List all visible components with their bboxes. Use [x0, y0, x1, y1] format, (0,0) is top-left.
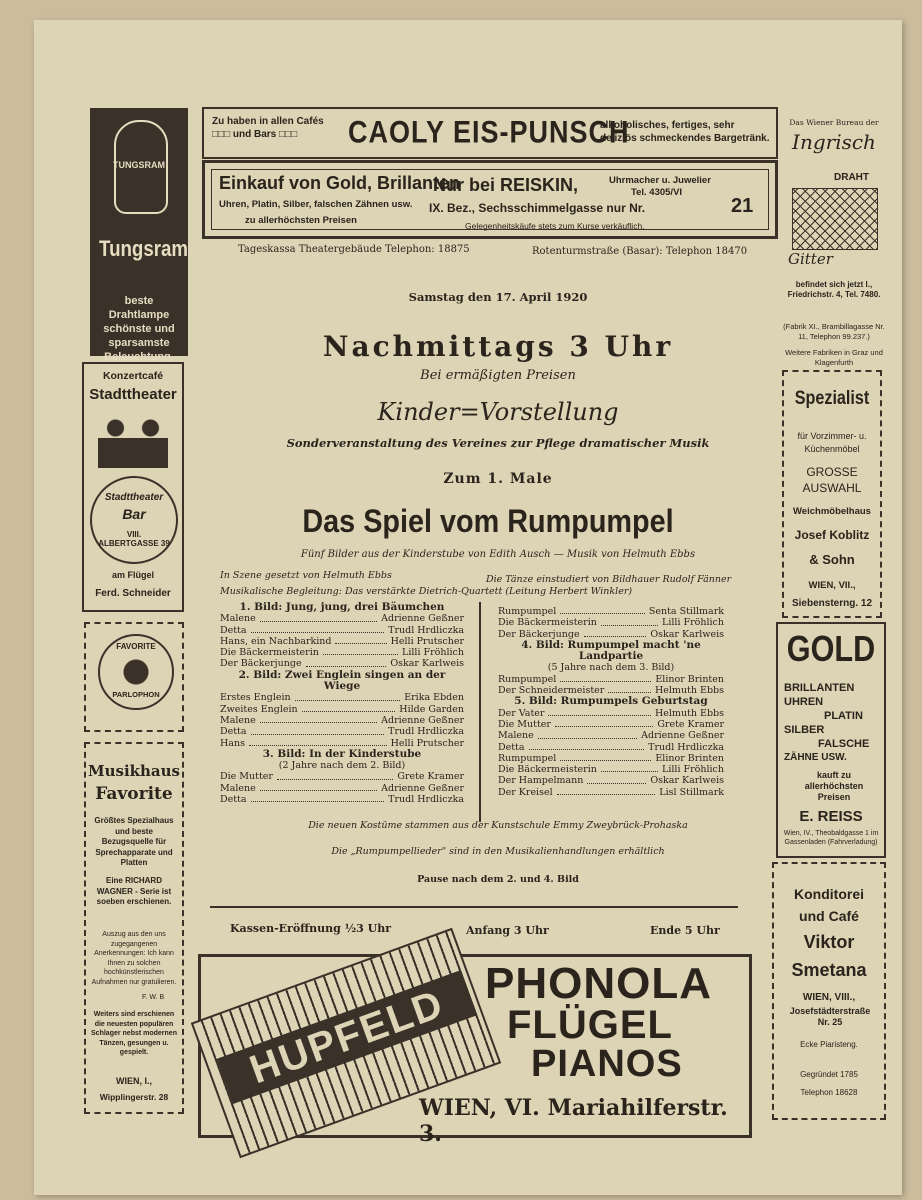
cast-entry	[498, 617, 724, 628]
actor-name: Trudl Hrdliczka	[388, 794, 464, 806]
leader-dots	[295, 692, 401, 700]
leader-dots	[555, 719, 653, 727]
leader-dots	[560, 606, 645, 614]
cafe-name-2: Stadttheater	[89, 386, 177, 403]
stadttheater-cafe-ad	[82, 362, 184, 612]
actor-name: Grete Kramer	[397, 771, 464, 783]
leader-dots	[608, 685, 651, 693]
actor-name: Erika Ebden	[404, 692, 464, 704]
end-time: Ende 5 Uhr	[650, 924, 720, 937]
gold-headline: GOLD	[786, 628, 876, 669]
role-name: Malene	[220, 782, 256, 794]
cast-entry	[220, 625, 464, 636]
cast-entry	[220, 726, 464, 737]
smetana-street: Josefstädterstraße Nr. 25	[789, 1006, 871, 1027]
cast-entry	[498, 708, 724, 719]
actor-name: Helli Prutscher	[390, 737, 464, 749]
actor-name: Adrienne Geßner	[641, 730, 724, 742]
role-name: Rumpumpel	[498, 752, 557, 764]
leader-dots	[260, 613, 377, 621]
actor-name: Trudl Hrdliczka	[648, 741, 724, 753]
cast-entry	[498, 753, 724, 764]
smetana-city: WIEN, VIII.,	[802, 992, 856, 1003]
leader-dots	[557, 787, 656, 795]
leader-dots	[302, 704, 396, 712]
leader-dots	[251, 794, 385, 802]
draht-intro: Das Wiener Bureau der	[789, 118, 879, 127]
smetana-line: Smetana	[791, 960, 867, 980]
actor-name: Oskar Karlweis	[650, 628, 724, 640]
scene-note: (2 Jahre nach dem 2. Bild)	[278, 760, 406, 772]
actor-name: Helmuth Ebbs	[654, 685, 724, 697]
spezialist-name-2: & Sohn	[809, 552, 855, 567]
gold-buy-line: kauft zu allerhöchsten Preisen	[804, 770, 864, 802]
role-name: Der Hampelmann	[498, 775, 584, 787]
role-name: Die Mutter	[220, 771, 273, 783]
punsch-brand: CAOLY EIS-PUNSCH	[348, 115, 630, 150]
gold-item-5: FALSCHE	[818, 738, 870, 750]
wagner-series: Eine RICHARD WAGNER - Serie ist soeben erschienen.	[96, 876, 172, 906]
smetana-corner: Ecke Piaristeng.	[800, 1040, 858, 1049]
role-name: Malene	[220, 613, 256, 625]
actor-name: Helmuth Ebbs	[654, 707, 724, 719]
draht-factory: (Fabrik XI., Brambillagasse Nr. 11, Telephon 99.237.)	[783, 322, 885, 341]
pause-note: Pause nach dem 2. und 4. Bild	[417, 874, 579, 885]
cast-entry	[220, 613, 464, 624]
reiskin-house-number: 21	[731, 195, 754, 217]
smetana-cafe-ad	[772, 862, 886, 1120]
phonola-line: PHONOLA	[485, 959, 712, 1008]
role-name: Zweites Englein	[220, 703, 298, 715]
play-subtitle: Fünf Bilder aus der Kinderstube von Edith Ausch — Musik von Helmuth Ebbs	[300, 549, 696, 560]
musikhaus-city: WIEN, I.,	[116, 1076, 152, 1086]
cast-entry	[498, 674, 724, 685]
cast-entry	[498, 787, 724, 798]
leader-dots	[560, 674, 651, 682]
reiskin-note: Gelegenheitskäufe stets zum Kurse verkäuflich.	[465, 221, 645, 231]
musikhaus-title-2: Favorite	[95, 784, 173, 804]
konditorei-line: Konditorei	[794, 886, 864, 902]
actor-name: Lilli Fröhlich	[662, 617, 724, 629]
cast-entry	[498, 719, 724, 730]
viktor-line: Viktor	[803, 932, 855, 952]
play-title: Das Spiel vom Rumpumpel	[302, 503, 674, 539]
leader-dots	[277, 771, 393, 779]
role-name: Detta	[220, 794, 247, 806]
role-name: Detta	[220, 726, 247, 738]
actor-name: Trudl Hrdliczka	[388, 624, 464, 636]
performance-time: Nachmittags 3 Uhr	[322, 330, 674, 363]
leader-dots	[601, 617, 658, 625]
leader-dots	[529, 742, 645, 750]
reiskin-phone: Tel. 4305/VI	[631, 187, 683, 198]
spezialist-name-1: Josef Koblitz	[794, 528, 870, 542]
role-name: Erstes Englein	[220, 692, 291, 704]
musikhaus-street: Wipplingerstr. 28	[99, 1092, 169, 1102]
actor-name: Adrienne Geßner	[381, 613, 464, 625]
spezialist-city: WIEN, VII.,	[808, 580, 856, 591]
bar-sign-line1: Stadttheater	[104, 492, 164, 503]
hupfeld-ad	[198, 954, 752, 1147]
scene-heading: 2. Bild: Zwei Englein singen an der Wiege	[238, 668, 446, 693]
cafe-name: Konzertcafé	[102, 370, 164, 382]
punsch-ad	[202, 107, 778, 159]
special-event-line: Sonderveranstaltung des Vereines zur Pflege dramatischer Musik	[286, 436, 710, 450]
cast-list-left	[220, 602, 464, 805]
program-rule	[210, 906, 738, 908]
musikhaus-favorite-ad	[84, 742, 184, 1114]
cast-entry	[498, 730, 724, 741]
draht-word: DRAHT	[834, 172, 869, 183]
cast-entry	[220, 704, 464, 715]
reiss-gold-ad	[776, 622, 886, 858]
role-name: Detta	[220, 624, 247, 636]
ingrisch-draht-ad	[782, 118, 886, 368]
leader-dots	[251, 726, 385, 734]
leader-dots	[560, 753, 651, 761]
leader-dots	[335, 636, 386, 644]
role-name: Hans	[220, 737, 245, 749]
role-name: Hans, ein Nachbarkind	[220, 635, 332, 647]
leader-dots	[601, 764, 658, 772]
role-name: Der Bäckerjunge	[498, 628, 580, 640]
scene-heading: 4. Bild: Rumpumpel macht 'ne Landpartie	[521, 638, 701, 663]
actor-name: Hilde Garden	[399, 703, 464, 715]
favorite-label: FAVORITE	[116, 642, 156, 651]
actor-name: Adrienne Geßner	[381, 714, 464, 726]
tungsram-slogan: beste Drahtlampe schönste und sparsamste Beleuchtung.	[103, 295, 175, 363]
role-name: Der Kreisel	[498, 786, 553, 798]
actor-name: Oskar Karlweis	[650, 775, 724, 787]
doors-open: Kassen-Eröffnung ½3 Uhr	[230, 922, 392, 935]
basar-phone: Rotenturmstraße (Basar): Telephon 18470	[532, 246, 748, 257]
leader-dots	[260, 715, 377, 723]
spezialist-ad	[782, 370, 882, 618]
scene-heading: 3. Bild: In der Kinderstube	[262, 747, 422, 760]
actor-name: Oskar Karlweis	[390, 658, 464, 670]
bar-address: VIII. ALBERTGASSE 39	[98, 530, 170, 548]
actor-name: Elinor Brinten	[655, 673, 724, 685]
role-name: Die Bäckermeisterin	[220, 647, 319, 659]
gold-firm-address: Wien, IV., Theobaldgasse 1 im Gassenladen (Fahrverladung)	[783, 830, 879, 846]
hupfeld-brand: HUPFELD	[217, 970, 478, 1104]
fence-illustration	[792, 188, 878, 250]
cast-entry	[220, 794, 464, 805]
role-name: Malene	[220, 714, 256, 726]
actor-name: Elinor Brinten	[655, 752, 724, 764]
role-name: Die Bäckermeisterin	[498, 764, 597, 776]
scene-heading: 1. Bild: Jung, jung, drei Bäumchen	[239, 601, 445, 613]
hupfeld-address: WIEN, VI. Mariahilferstr. 3.	[419, 1095, 728, 1147]
cafe-line: und Café	[799, 908, 859, 924]
actor-name: Helli Prutscher	[390, 635, 464, 647]
draht-brand: Ingrisch	[792, 130, 876, 154]
role-name: Rumpumpel	[498, 606, 557, 617]
cafe-pianist: Ferd. Schneider	[95, 588, 171, 599]
reiskin-name: Nur bei REISKIN,	[433, 175, 579, 195]
gold-item-3: PLATIN	[824, 710, 863, 722]
cast-entry	[220, 715, 464, 726]
gold-item-6: ZÄHNE USW.	[784, 752, 847, 763]
actor-name: Trudl Hrdliczka	[388, 726, 464, 738]
first-time-label: Zum 1. Male	[443, 471, 553, 487]
songs-note: Die „Rumpumpellieder" sind in den Musikalienhandlungen erhältlich	[331, 846, 665, 857]
leader-dots	[249, 738, 387, 746]
gold-buy-headline: Einkauf von Gold, Brillanten	[219, 173, 461, 193]
gold-item-1: BRILLANTEN	[784, 682, 855, 694]
role-name: Der Schneidermeister	[498, 685, 605, 697]
bar-sign-line2: Bar	[122, 506, 146, 522]
children-performance: Kinder=Vorstellung	[377, 398, 619, 426]
dance-credit: Die Tänze einstudiert von Bildhauer Rudolf Fänner	[486, 574, 732, 585]
leader-dots	[323, 647, 398, 655]
role-name: Der Vater	[498, 707, 545, 719]
musikhaus-title-1: Musikhaus	[87, 762, 181, 780]
spezialist-house: Weichmöbelhaus	[793, 506, 871, 517]
actor-name: Lilli Fröhlich	[662, 764, 724, 776]
leader-dots	[584, 629, 647, 637]
actor-name: Lilli Fröhlich	[402, 647, 464, 659]
actor-name: Lisl Stillmark	[659, 786, 724, 798]
start-time: Anfang 3 Uhr	[466, 924, 549, 937]
role-name: Detta	[498, 741, 525, 753]
cast-entry	[498, 742, 724, 753]
spezialist-title: Spezialist	[794, 388, 870, 409]
pianos-line: PIANOS	[531, 1043, 683, 1085]
tungsram-bulb-label: TUNGSRAM	[113, 160, 165, 170]
role-name: Die Mutter	[498, 718, 551, 730]
leader-dots	[306, 658, 387, 666]
music-credit: Musikalische Begleitung: Das verstärkte Dietrich-Quartett (Leitung Herbert Winkler)	[220, 586, 633, 597]
role-name: Malene	[498, 730, 534, 742]
cast-list-right	[498, 606, 724, 798]
scene-note: (5 Jahre nach dem 3. Bild)	[547, 662, 675, 674]
tungsram-logo: Tungsram	[99, 236, 189, 261]
gitter-word: Gitter	[788, 250, 833, 268]
punsch-availability: Zu haben in allen Cafés □□□ und Bars □□□	[212, 116, 324, 140]
gold-buy-items: Uhren, Platin, Silber, falschen Zähnen usw.	[219, 199, 413, 210]
leader-dots	[548, 708, 651, 716]
schlager-note: Weiters sind erschienen die neuesten populären Schlager nebst modernen Tänzen, gesungen u. gespielt.	[91, 1011, 177, 1056]
cast-entry	[498, 606, 724, 617]
gold-firm: E. REISS	[799, 808, 863, 825]
gold-item-4: SILBER	[784, 724, 825, 736]
leader-dots	[538, 730, 637, 738]
cafe-piano-label: am Flügel	[111, 570, 154, 580]
gold-buy-prices: zu allerhöchsten Preisen	[245, 215, 357, 226]
cast-entry	[220, 647, 464, 658]
bar-sign	[90, 476, 178, 564]
actor-name: Adrienne Geßner	[381, 782, 464, 794]
favorite-parlophon-ad	[84, 622, 184, 732]
spezialist-choice: GROSSE AUSWAHL	[802, 465, 862, 495]
gold-item-2: UHREN	[784, 696, 824, 708]
actor-name: Grete Kramer	[657, 718, 724, 730]
smetana-phone: Telephon 18628	[800, 1088, 858, 1097]
cast-entry	[220, 636, 464, 647]
staging-credit: In Szene gesetzt von Helmuth Ebbs	[220, 570, 392, 581]
spezialist-street: Siebensterng. 12	[791, 598, 873, 609]
couple-illustration	[98, 418, 168, 468]
scene-heading: 5. Bild: Rumpumpels Geburtstag	[514, 695, 708, 708]
actor-name: Senta Stillmark	[648, 606, 724, 617]
reviews-signature: F. W. B	[142, 994, 165, 1001]
reiskin-ad	[202, 160, 778, 239]
smetana-founded: Gegründet 1785	[800, 1070, 858, 1079]
leader-dots	[260, 783, 377, 791]
draht-address: befindet sich jetzt I., Friedrichstr. 4, Tel. 7480.	[787, 280, 881, 299]
musikhaus-description: Größtes Spezialhaus und beste Bezugsquelle für Sprechapparate und Platten	[94, 816, 174, 867]
cast-divider	[479, 602, 481, 822]
costume-credit: Die neuen Kostüme stammen aus der Kunstschule Emmy Zweybrück-Prohaska	[308, 820, 688, 831]
role-name: Die Bäckermeisterin	[498, 617, 597, 629]
cast-entry	[220, 783, 464, 794]
leader-dots	[587, 775, 646, 783]
role-name: Rumpumpel	[498, 673, 557, 685]
performance-date: Samstag den 17. April 1920	[408, 290, 588, 304]
punsch-description: alkoholisches, fertiges, sehr delizlös schmeckendes Bargetränk.	[600, 120, 770, 144]
cast-entry	[498, 764, 724, 775]
parlophon-label: PARLOPHON	[112, 690, 160, 699]
cast-entry	[220, 771, 464, 782]
draht-more: Weitere Fabriken in Graz und Klagenfurth	[785, 348, 883, 367]
fluegel-line: FLÜGEL	[507, 1003, 673, 1047]
reduced-prices: Bei ermäßigten Preisen	[420, 368, 576, 383]
box-office-phone: Tageskassa Theatergebäude Telephon: 18875	[238, 244, 470, 255]
cast-entry	[220, 692, 464, 703]
reiskin-address: IX. Bez., Sechsschimmelgasse nur Nr.	[429, 201, 646, 215]
role-name: Der Bäckerjunge	[220, 658, 302, 670]
cast-entry	[498, 775, 724, 786]
favorite-record	[98, 634, 174, 710]
tungsram-ad	[90, 108, 189, 363]
reviews-excerpt: Auszug aus den uns zugegangenen Anerkennungen: Ich kann Ihnen zu solchen hochkünstlerischen Aufnahmen nur gratulieren.	[91, 931, 177, 986]
reiskin-trade: Uhrmacher u. Juwelier	[609, 175, 711, 186]
spezialist-for: für Vorzimmer- u. Küchenmöbel	[797, 431, 867, 454]
leader-dots	[251, 625, 385, 633]
